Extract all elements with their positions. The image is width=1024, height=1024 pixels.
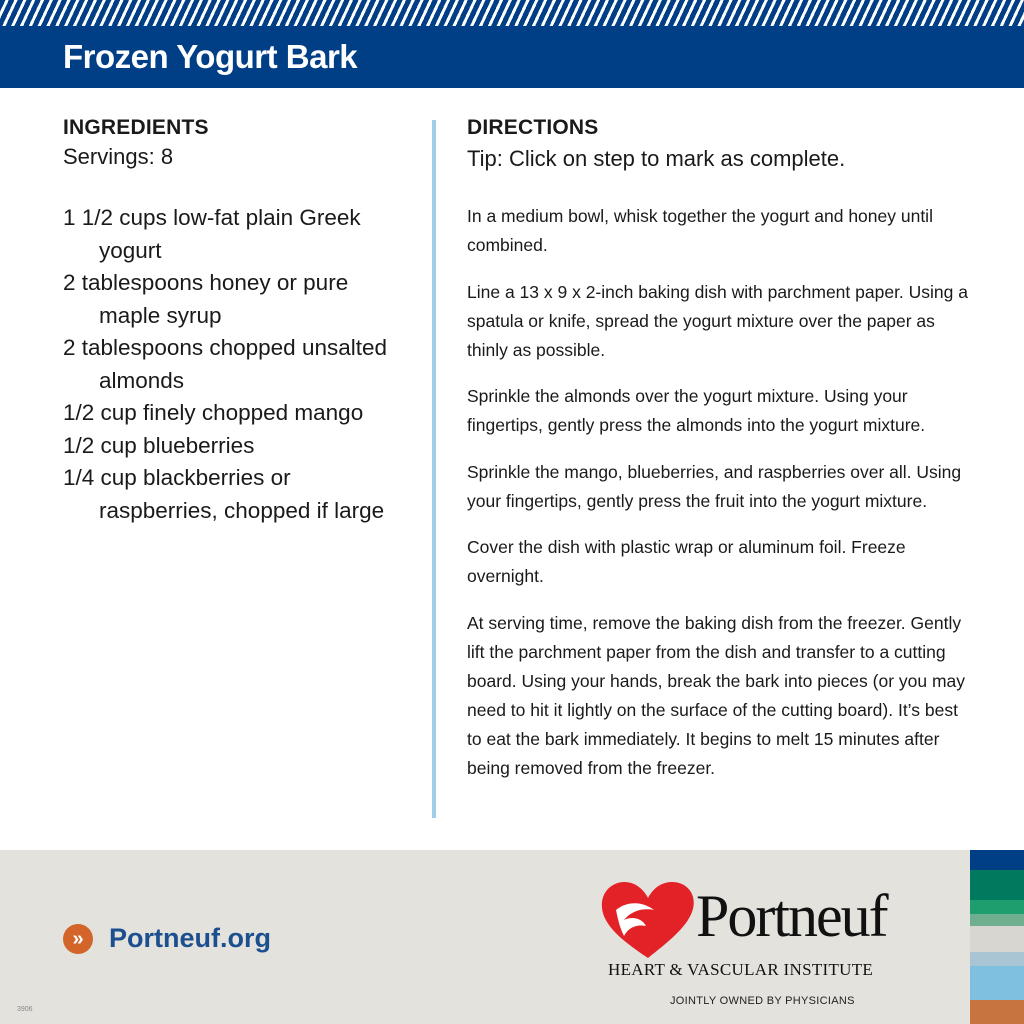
header-stripes [0, 0, 1024, 26]
direction-step[interactable]: At serving time, remove the baking dish from the freezer. Gently lift the parchment paper from the dish and transfer to a cutting board. Using your hands, break the bark into pieces (or you may need to hit it lightly on the surface of the cutting board). It’s best to eat the bark immediately. It begins to melt 15 minutes after being removed from the freezer. [467, 612, 966, 778]
direction-step[interactable]: Cover the dish with plastic wrap or aluminum foil. Freeze overnight. [467, 537, 906, 586]
color-bars [970, 850, 1024, 1024]
ingredients-heading: INGREDIENTS [63, 116, 209, 139]
direction-step[interactable]: Line a 13 x 9 x 2-inch baking dish with parchment paper. Using a spatula or knife, spread the yogurt mixture over the paper as thinly as possible. [467, 281, 968, 360]
directions-steps [467, 202, 977, 783]
direction-step[interactable]: Sprinkle the mango, blueberries, and raspberries over all. Using your fingertips, gently press the fruit into the yogurt mixture. [467, 461, 962, 511]
servings-label: Servings: 8 [63, 144, 174, 169]
column-divider [432, 120, 436, 818]
ingredient-item: 2 tablespoons honey or pure maple syrup [63, 270, 349, 328]
color-bar [970, 914, 1024, 926]
ownership-note: JOINTLY OWNED BY PHYSICIANS [670, 995, 855, 1007]
header-bar [0, 0, 1024, 88]
logo-brand-name: Portneuf [696, 883, 887, 949]
ingredient-item: 1/2 cup blueberries [63, 432, 255, 458]
logo-subtitle: HEART & VASCULAR INSTITUTE [608, 960, 874, 979]
color-bar [970, 966, 1024, 1000]
color-bar [970, 1000, 1024, 1024]
double-chevron-right-icon: » [63, 924, 93, 954]
ingredients-list [63, 202, 413, 527]
color-bar [970, 850, 1024, 870]
document-code: 3906 [17, 1006, 33, 1013]
ingredient-item: 1/2 cup finely chopped mango [63, 400, 364, 425]
ingredient-item: 1 1/2 cups low-fat plain Greek yogurt [63, 205, 361, 263]
ingredient-item: 2 tablespoons chopped unsalted almonds [63, 335, 388, 393]
heart-logo-icon [598, 880, 698, 960]
ingredient-item: 1/4 cup blackberries or raspberries, chopped if large [63, 465, 385, 523]
directions-heading: DIRECTIONS [467, 116, 599, 139]
color-bar [970, 926, 1024, 952]
ingredients-section [63, 116, 413, 527]
color-bar [970, 900, 1024, 914]
color-bar [970, 952, 1024, 966]
footer [0, 850, 1024, 1024]
direction-step[interactable]: In a medium bowl, whisk together the yogurt and honey until combined. [467, 206, 933, 255]
website-link[interactable]: Portneuf.org [109, 923, 271, 953]
color-bar [970, 870, 1024, 900]
directions-tip: Tip: Click on step to mark as complete. [467, 146, 846, 171]
direction-step[interactable]: Sprinkle the almonds over the yogurt mixture. Using your fingertips, gently press the almonds into the yogurt mixture. [467, 386, 926, 435]
website-link-group[interactable] [63, 923, 271, 954]
directions-section [467, 116, 977, 795]
portneuf-logo [598, 880, 908, 1010]
page-title: Frozen Yogurt Bark [63, 38, 358, 75]
